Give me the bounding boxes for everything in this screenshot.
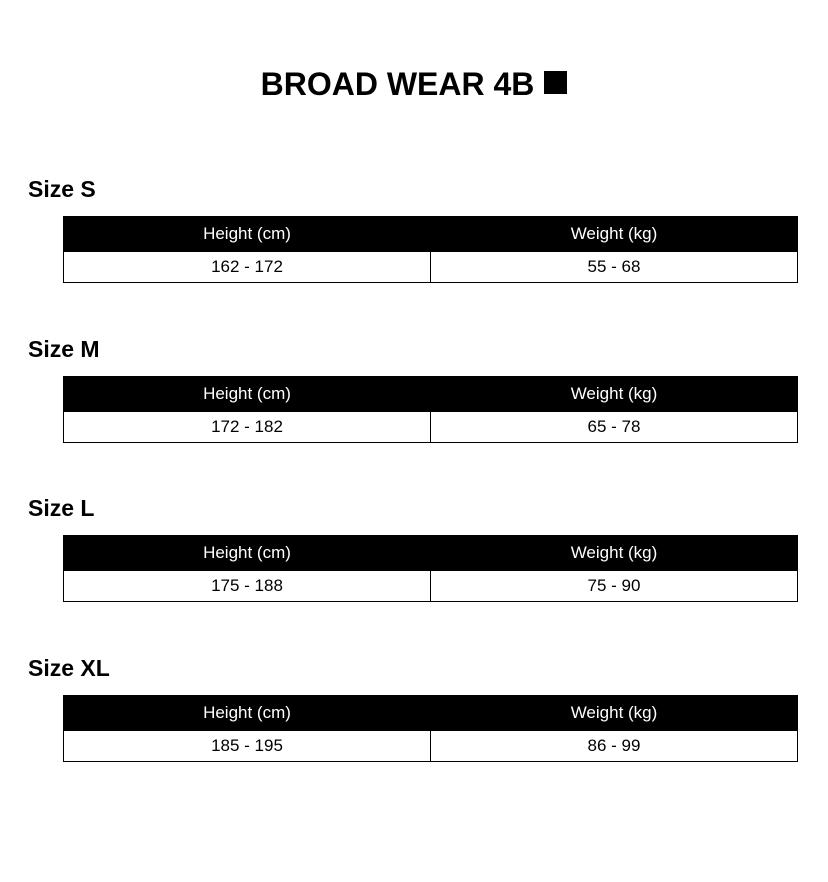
- weight-header: Weight (kg): [431, 696, 798, 731]
- height-value: 185 - 195: [64, 731, 431, 762]
- size-table: [63, 216, 798, 283]
- table-header-row: [64, 536, 798, 571]
- table-header-row: [64, 696, 798, 731]
- table-row: [64, 412, 798, 443]
- weight-value: 55 - 68: [431, 252, 798, 283]
- table-row: [64, 731, 798, 762]
- size-label: Size S: [28, 176, 96, 202]
- weight-value: 75 - 90: [431, 571, 798, 602]
- weight-header: Weight (kg): [431, 377, 798, 412]
- table-row: [64, 252, 798, 283]
- height-header: Height (cm): [64, 217, 431, 252]
- height-value: 175 - 188: [64, 571, 431, 602]
- title-row: [0, 66, 828, 103]
- size-label: Size XL: [28, 655, 110, 681]
- height-value: 162 - 172: [64, 252, 431, 283]
- size-table: [63, 376, 798, 443]
- size-table: [63, 695, 798, 762]
- height-value: 172 - 182: [64, 412, 431, 443]
- size-label: Size L: [28, 495, 95, 521]
- table-header-row: [64, 377, 798, 412]
- black-square-icon: [544, 71, 567, 94]
- size-label: Size M: [28, 336, 100, 362]
- height-header: Height (cm): [64, 536, 431, 571]
- weight-value: 86 - 99: [431, 731, 798, 762]
- weight-header: Weight (kg): [431, 536, 798, 571]
- size-table: [63, 535, 798, 602]
- page-title: BROAD WEAR 4B: [260, 66, 535, 102]
- table-header-row: [64, 217, 798, 252]
- weight-header: Weight (kg): [431, 217, 798, 252]
- height-header: Height (cm): [64, 696, 431, 731]
- height-header: Height (cm): [64, 377, 431, 412]
- weight-value: 65 - 78: [431, 412, 798, 443]
- table-row: [64, 571, 798, 602]
